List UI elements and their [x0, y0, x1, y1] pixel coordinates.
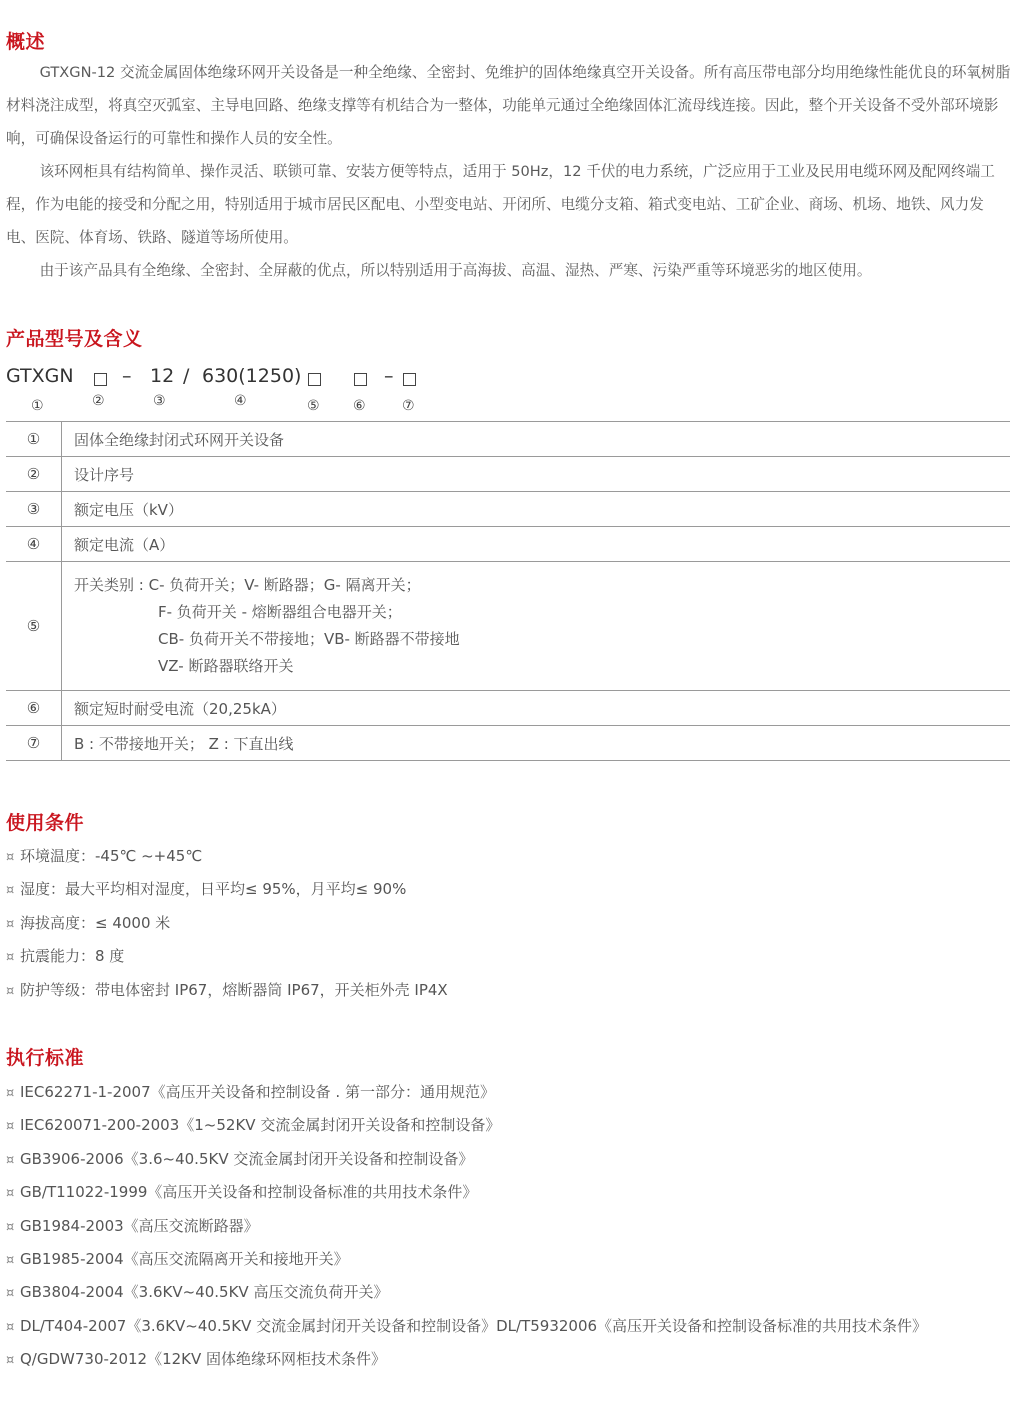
conditions-list: [6, 840, 1012, 1007]
standard-text: IEC620071-200-2003《1~52KV 交流金属封闭开关设备和控制设备》: [20, 1116, 501, 1135]
model-current: 630(1250): [202, 365, 302, 387]
row-description: 额定短时耐受电流（20,25kA）: [62, 691, 1011, 726]
condition-text: 环境温度：-45℃ ~+45℃: [20, 847, 203, 865]
bullet-icon: ¤: [6, 1219, 15, 1235]
overview-paragraph-3: 由于该产品具有全绝缘、全密封、全屏蔽的优点，所以特别适用于高海拔、高温、湿热、严寒、污染严重等环境恶劣的地区使用。: [39, 262, 872, 279]
row-description: 额定电流（A）: [62, 527, 1011, 562]
list-item: [6, 907, 1012, 940]
model-dash-2: –: [384, 365, 394, 387]
standard-text: DL/T404-2007《3.6KV~40.5KV 交流金属封闭开关设备和控制设备》DL/T5932006《高压开关设备和控制设备标准的共用技术条件》: [20, 1316, 928, 1335]
table-row: [6, 422, 1010, 457]
bullet-icon: ¤: [6, 1186, 15, 1202]
table-row: [6, 457, 1010, 492]
table-row: [6, 527, 1010, 562]
switch-type-line-2: F- 负荷开关 - 熔断器组合电器开关；: [158, 603, 402, 621]
row-number: ②: [6, 457, 62, 492]
bullet-icon: ¤: [6, 916, 15, 932]
model-box-5: [308, 369, 321, 391]
list-item: [6, 974, 1012, 1007]
standard-text: GB3906-2006《3.6~40.5KV 交流金属封闭开关设备和控制设备》: [20, 1149, 474, 1168]
model-marker-6: ⑥: [353, 398, 366, 414]
model-marker-4: ④: [234, 393, 247, 409]
model-meaning-table: [6, 421, 1010, 761]
model-marker-1: ①: [31, 398, 44, 414]
model-box-7: [403, 369, 416, 391]
list-item: [6, 1176, 1012, 1209]
row-description: B : 不带接地开关； Z : 下直出线: [62, 726, 1011, 761]
list-item: [6, 940, 1012, 973]
model-marker-2: ②: [92, 393, 105, 409]
row-number: ①: [6, 422, 62, 457]
row-number: ⑥: [6, 691, 62, 726]
bullet-icon: ¤: [6, 1086, 15, 1101]
standard-text: GB1985-2004《高压交流隔离开关和接地开关》: [20, 1249, 349, 1268]
model-code: [6, 365, 486, 389]
table-row: [6, 492, 1010, 527]
list-item: [6, 1109, 1012, 1142]
model-box-6: [354, 369, 367, 391]
bullet-icon: ¤: [6, 850, 15, 865]
bullet-icon: ¤: [6, 1152, 15, 1168]
standard-text: IEC62271-1-2007《高压开关设备和控制设备 . 第一部分：通用规范》: [20, 1083, 495, 1101]
list-item: [6, 1143, 1012, 1176]
overview-paragraph-1: GTXGN-12 交流金属固体绝缘环网开关设备是一种全绝缘、全密封、免维护的固体绝缘真空开关设备。所有高压带电部分均用绝缘性能优良的环氧树脂材料浇注成型，将真空灭弧室、主导电回路、绝缘支撑等有机结合为一整体，功能单元通过全绝缘固体汇流母线连接。因此，整个开关设备不受外部环境影响，可确保设备运行的可靠性和操作人员的安全性。: [6, 64, 1011, 147]
model-prefix: GTXGN: [6, 365, 74, 387]
list-item: [6, 873, 1012, 906]
standard-text: GB1984-2003《高压交流断路器》: [20, 1216, 259, 1235]
standard-text: Q/GDW730-2012《12KV 固体绝缘环网柜技术条件》: [20, 1350, 387, 1369]
row-description: [62, 562, 1011, 691]
bullet-icon: ¤: [6, 950, 15, 966]
standards-list: [6, 1076, 1012, 1377]
condition-text: 防护等级：带电体密封 IP67，熔断器筒 IP67，开关柜外壳 IP4X: [20, 980, 448, 999]
bullet-icon: ¤: [6, 1319, 15, 1335]
list-item: [6, 1343, 1012, 1376]
switch-type-line-1: 开关类别 : C- 负荷开关；V- 断路器；G- 隔离开关；: [74, 576, 421, 594]
bullet-icon: ¤: [6, 1353, 15, 1369]
list-item: [6, 1243, 1012, 1276]
model-marker-7: ⑦: [402, 398, 415, 414]
conditions-heading: 使用条件: [6, 812, 85, 834]
model-heading: 产品型号及含义: [6, 328, 143, 350]
bullet-icon: ¤: [6, 883, 15, 899]
overview-body: [6, 56, 1012, 287]
row-number: ③: [6, 492, 62, 527]
row-description: 固体全绝缘封闭式环网开关设备: [62, 422, 1011, 457]
row-number: ⑤: [6, 562, 62, 691]
model-voltage: 12: [150, 365, 175, 387]
list-item: [6, 1276, 1012, 1309]
condition-text: 海拔高度：≤ 4000 米: [20, 913, 171, 932]
row-description: 额定电压（kV）: [62, 492, 1011, 527]
condition-text: 湿度：最大平均相对湿度，日平均≤ 95%，月平均≤ 90%: [20, 880, 407, 899]
model-box-2: [94, 369, 107, 391]
bullet-icon: ¤: [6, 1119, 15, 1135]
overview-heading: 概述: [6, 31, 46, 53]
model-marker-3: ③: [153, 393, 166, 409]
table-row: [6, 726, 1010, 761]
overview-paragraph-2: 该环网柜具有结构简单、操作灵活、联锁可靠、安装方便等特点，适用于 50Hz，12 千伏的电力系统，广泛应用于工业及民用电缆环网及配网终端工程，作为电能的接受和分配之用，特别适用于城市居民区配电、小型变电站、开闭所、电缆分支箱、箱式变电站、工矿企业、商场、机场、地铁、风力发电、医院、体育场、铁路、隧道等场所使用。: [6, 163, 995, 246]
bullet-icon: ¤: [6, 1252, 15, 1268]
switch-type-line-4: VZ- 断路器联络开关: [158, 657, 294, 675]
bullet-icon: ¤: [6, 1286, 15, 1302]
standards-heading: 执行标准: [6, 1047, 85, 1069]
list-item: [6, 1310, 1012, 1343]
table-row: [6, 562, 1010, 691]
list-item: [6, 1076, 1012, 1109]
row-number: ⑦: [6, 726, 62, 761]
model-slash: /: [183, 365, 190, 387]
standard-text: GB3804-2004《3.6KV~40.5KV 高压交流负荷开关》: [20, 1283, 389, 1302]
condition-text: 抗震能力：8 度: [20, 947, 125, 966]
table-row: [6, 691, 1010, 726]
row-description: 设计序号: [62, 457, 1011, 492]
row-number: ④: [6, 527, 62, 562]
model-dash-1: –: [122, 365, 132, 387]
list-item: [6, 840, 1012, 873]
model-marker-5: ⑤: [307, 398, 320, 414]
list-item: [6, 1210, 1012, 1243]
bullet-icon: ¤: [6, 983, 15, 999]
standard-text: GB/T11022-1999《高压开关设备和控制设备标准的共用技术条件》: [20, 1183, 478, 1202]
switch-type-line-3: CB- 负荷开关不带接地；VB- 断路器不带接地: [158, 630, 460, 648]
